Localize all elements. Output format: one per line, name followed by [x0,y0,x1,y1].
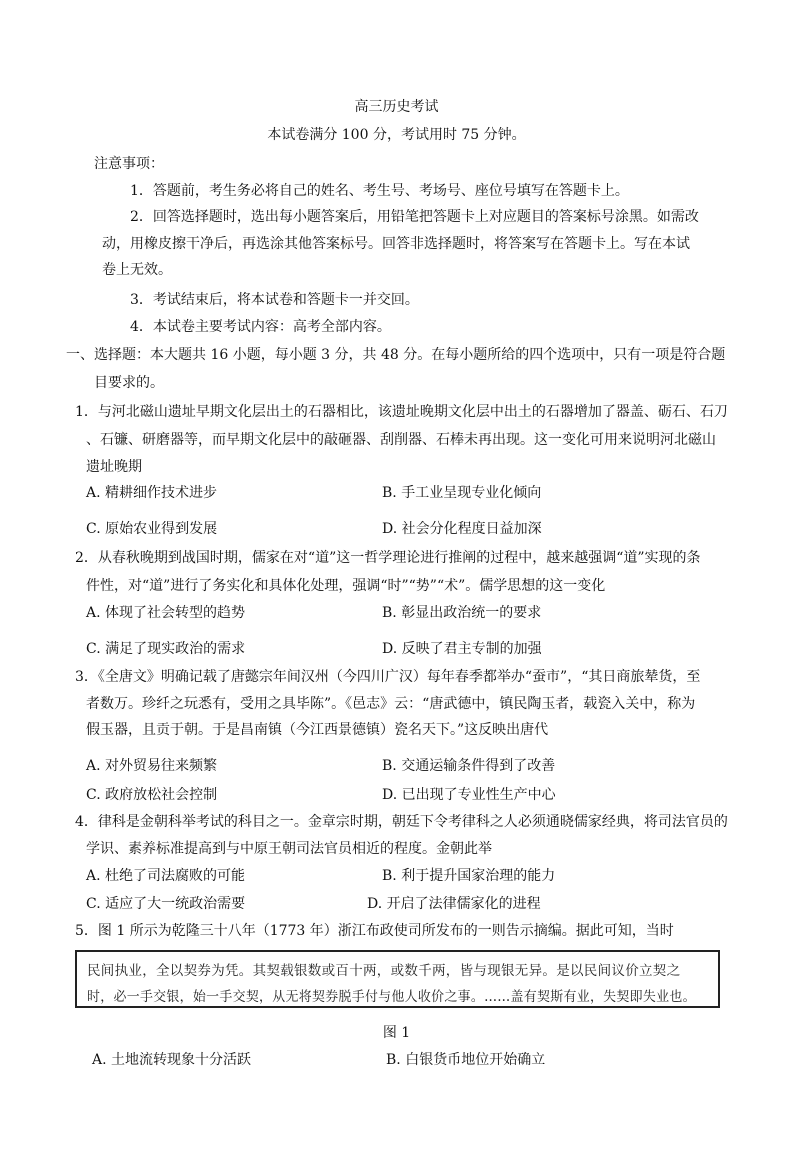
q1-stem-line-3: 遗址晚期 [86,459,142,475]
q1-stem-line-1: 1．与河北磁山遗址早期文化层出土的石器相比，该遗址晚期文化层中出土的石器增加了器盖、砺石、石刀 [75,404,728,420]
q4-option-d: D. 开启了法律儒家化的进程 [367,896,541,912]
exam-subtitle: 本试卷满分 100 分，考试用时 75 分钟。 [267,127,526,143]
q3-stem-line-3: 假玉器，且贡于朝。于是昌南镇（今江西景德镇）瓷名天下。”这反映出唐代 [86,722,549,738]
q2-option-b: B. 彰显出政治统一的要求 [382,605,542,621]
notice-item-2-line-3: 卷上无效。 [102,262,172,278]
q2-option-c: C. 满足了现实政治的需求 [86,641,246,657]
q5-stem-line-1: 5．图 1 所示为乾隆三十八年（1773 年）浙江布政使司所发布的一则告示摘编。据此可知，当时 [75,923,674,939]
q4-stem-line-2: 学识、素养标准提高到与中原王朝司法官员相近的程度。金朝此举 [86,841,492,857]
exam-title: 高三历史考试 [354,99,439,115]
q2-option-a: A. 体现了社会转型的趋势 [86,605,246,621]
q2-option-d: D. 反映了君主专制的加强 [382,641,542,657]
notice-item-4: 4．本试卷主要考试内容：高考全部内容。 [130,319,391,335]
q2-stem-line-1: 2．从春秋晚期到战国时期，儒家在对“道”这一哲学理论进行推阐的过程中，越来越强调“道”实现的条 [75,550,701,566]
q1-option-a: A. 精耕细作技术进步 [86,485,218,501]
q3-option-c: C. 政府放松社会控制 [86,787,218,803]
q5-option-a: A. 土地流转现象十分活跃 [92,1052,252,1068]
q1-option-c: C. 原始农业得到发展 [86,521,218,537]
q3-stem-line-2: 者数万。珍纤之玩悉有，受用之具毕陈”。《邑志》云：“唐武德中，镇民陶玉者，载瓷入关中，称为 [86,696,696,712]
q3-option-a: A. 对外贸易往来频繁 [86,758,218,774]
q3-option-b: B. 交通运输条件得到了改善 [382,758,556,774]
q3-stem-line-1: 3．《全唐文》明确记载了唐懿宗年间汉州（今四川广汉）每年春季都举办“蚕市”，“其日商旅辇货，至 [75,669,701,685]
q1-option-d: D. 社会分化程度日益加深 [382,521,542,537]
figure-1-caption: 图 1 [382,1025,411,1041]
q5-option-b: B. 白银货币地位开始确立 [386,1052,546,1068]
notice-item-2-line-2: 动，用橡皮擦干净后，再选涂其他答案标号。回答非选择题时，将答案写在答题卡上。写在本试 [102,236,690,252]
q3-option-d: D. 已出现了专业性生产中心 [382,787,556,803]
notice-item-2-line-1: 2．回答选择题时，选出每小题答案后，用铅笔把答题卡上对应题目的答案标号涂黑。如需改 [130,209,699,225]
quote-line-1: 民间执业，全以契券为凭。其契载银数或百十两，或数千两，皆与现银无异。是以民间议价立契之 [87,963,681,979]
q4-option-b: B. 利于提升国家治理的能力 [382,868,556,884]
section-1-line-2: 目要求的。 [94,375,164,391]
quote-line-2: 时，必一手交银，始一手交契，从无将契券脱手付与他人收价之事。……盖有契斯有业，失契即失业也。 [87,989,696,1005]
q4-option-a: A. 杜绝了司法腐败的可能 [86,868,246,884]
q4-stem-line-1: 4．律科是金朝科举考试的科目之一。金章宗时期，朝廷下令考律科之人必须通晓儒家经典，将司法官员的 [75,814,728,830]
q1-option-b: B. 手工业呈现专业化倾向 [382,485,542,501]
q4-option-c: C. 适应了大一统政治需要 [86,896,246,912]
q1-stem-line-2: 、石镰、研磨器等，而早期文化层中的敲砸器、刮削器、石棒未再出现。这一变化可用来说明河北磁山 [86,432,716,448]
q2-stem-line-2: 件性，对“道”进行了务实化和具体化处理，强调“时”“势”“术”。儒学思想的这一变化 [86,578,606,594]
notice-heading: 注意事项： [94,156,164,172]
notice-item-1: 1．答题前，考生务必将自己的姓名、考生号、考场号、座位号填写在答题卡上。 [130,183,629,199]
figure-1-quote-box [75,950,720,1008]
notice-item-3: 3．考试结束后，将本试卷和答题卡一并交回。 [130,292,419,308]
section-1-line-1: 一、选择题：本大题共 16 小题，每小题 3 分，共 48 分。在每小题所给的四个选项中，只有一项是符合题 [66,347,726,363]
